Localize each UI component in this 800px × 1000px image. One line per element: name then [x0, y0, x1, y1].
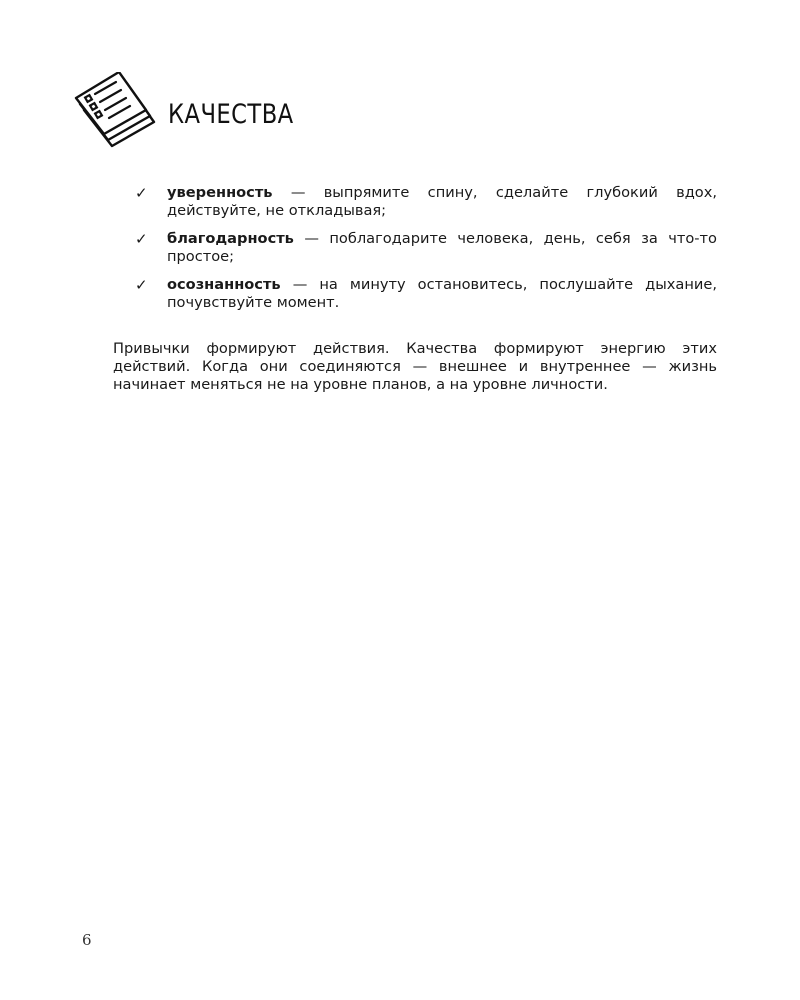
section-header: [72, 72, 318, 152]
page-number: 6: [82, 931, 92, 949]
qualities-checklist: [135, 184, 717, 322]
checklist-term: осознанность: [167, 276, 281, 293]
checkmark-icon: ✓: [135, 184, 148, 202]
body-paragraph: Привычки формируют действия. Качества формируют энергию этих действий. Когда они соединяются — внешнее и внутреннее — жизнь начинает меняться не на уровне планов, а на уровне личности.: [113, 340, 717, 393]
checklist-text: — выпрямите спину, сделайте глубокий вдох, действуйте, не откладывая;: [167, 184, 717, 219]
checklist-item: [135, 230, 717, 266]
checklist-term: благодарность: [167, 230, 294, 247]
checklist-item: [135, 276, 717, 312]
checklist-text: — поблагодарите человека, день, себя за что-то простое;: [167, 230, 717, 265]
checkmark-icon: ✓: [135, 276, 148, 294]
section-title: КАЧЕСТВА: [168, 98, 294, 130]
checkmark-icon: ✓: [135, 230, 148, 248]
checklist-term: уверенность: [167, 184, 273, 201]
checklist-text: — на минуту остановитесь, послушайте дыхание, почувствуйте момент.: [167, 276, 717, 311]
checklist-item: [135, 184, 717, 220]
checklist-papers-icon: [72, 72, 156, 152]
